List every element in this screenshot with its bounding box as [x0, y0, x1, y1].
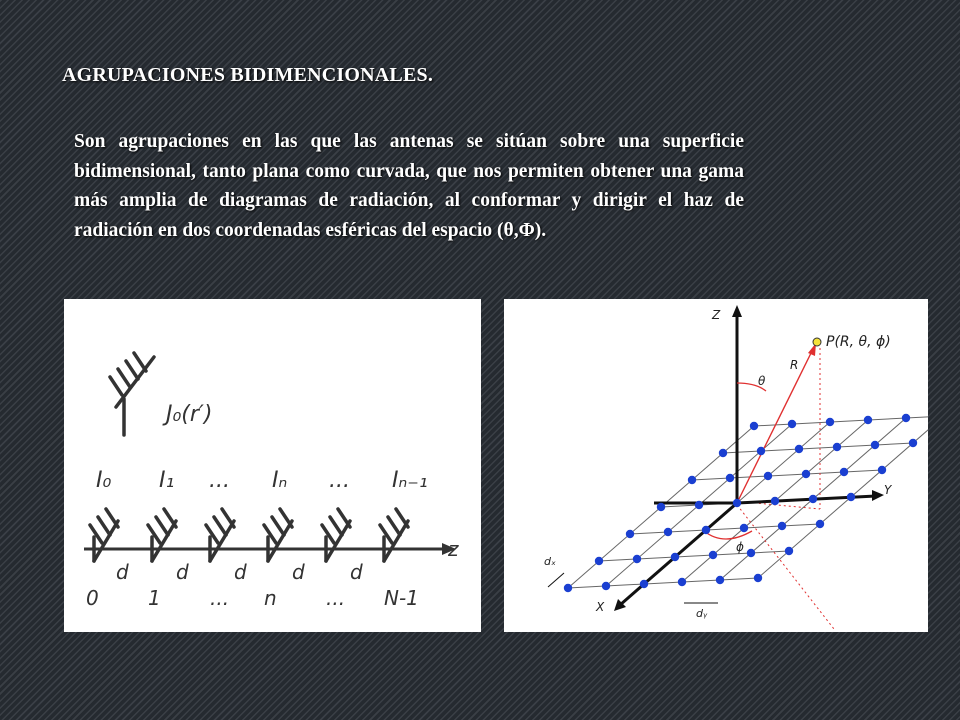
grid-line: [630, 524, 820, 534]
array-element-dot: [688, 476, 696, 484]
phi-label: ϕ: [736, 540, 744, 554]
slide-title: AGRUPACIONES BIDIMENCIONALES.: [62, 64, 434, 86]
array-element-dot: [802, 470, 810, 478]
x-axis-line: [620, 503, 737, 605]
z-axis-label: Z: [712, 308, 721, 322]
index-label-dots-a: ...: [210, 586, 230, 610]
z-axis-arrow-icon: [732, 305, 742, 317]
index-label-n: n: [264, 586, 277, 610]
array-antenna-icon: [322, 509, 350, 561]
spacing-label: d: [234, 560, 247, 584]
array-element-dot: [750, 422, 758, 430]
array-element-dot: [626, 530, 634, 538]
array-element-dot: [833, 443, 841, 451]
array-element-dot: [726, 474, 734, 482]
array-element-dot: [864, 416, 872, 424]
array-element-dot: [795, 445, 803, 453]
radius-vector-line: [737, 347, 814, 503]
array-antenna-icon: [264, 509, 292, 561]
grid-line: [599, 551, 789, 561]
spacing-label: d: [116, 560, 129, 584]
index-label-1: 1: [148, 586, 161, 610]
array-element-dot: [657, 503, 665, 511]
current-label-0: I₀: [96, 468, 112, 493]
radius-label: R: [790, 358, 799, 372]
dx-dimension-line: [548, 573, 564, 587]
y-axis-arrow-icon: [872, 490, 884, 501]
array-element-dot: [878, 466, 886, 474]
array-element-dot: [847, 493, 855, 501]
array-element-dot: [564, 584, 572, 592]
dy-label: dᵧ: [696, 607, 708, 620]
array-element-dot: [757, 447, 765, 455]
current-label-n: Iₙ: [272, 468, 288, 493]
current-label-last: Iₙ₋₁: [392, 468, 428, 493]
array-element-dot: [785, 547, 793, 555]
source-antenna-icon: [110, 353, 154, 435]
array-antenna-icon: [90, 509, 118, 561]
spacing-label: d: [350, 560, 363, 584]
array-element-dot: [595, 557, 603, 565]
array-element-dot: [640, 580, 648, 588]
array-element-dot: [602, 582, 610, 590]
array-element-dot: [826, 418, 834, 426]
phi-arc: [704, 531, 752, 539]
array-element-dot: [740, 524, 748, 532]
point-p-marker: [813, 338, 821, 346]
array-element-dot: [788, 420, 796, 428]
current-label-1: I₁: [159, 468, 175, 493]
spacing-label: d: [176, 560, 189, 584]
planar-array-figure: [504, 299, 928, 632]
array-element-dot: [809, 495, 817, 503]
grid-line: [692, 470, 882, 480]
array-element-dot: [754, 574, 762, 582]
index-label-0: 0: [86, 586, 99, 610]
y-axis-label: Y: [884, 483, 892, 497]
current-label-dots-b: ...: [329, 468, 350, 493]
array-element-dot: [909, 439, 917, 447]
array-element-dot: [764, 472, 772, 480]
z-axis-label: z: [448, 537, 459, 561]
array-element-dot: [695, 501, 703, 509]
array-element-dot: [702, 526, 710, 534]
array-element-dot: [716, 576, 724, 584]
array-element-dot: [709, 551, 717, 559]
array-element-dot: [771, 497, 779, 505]
point-p-label: P(R, θ, ϕ): [826, 334, 891, 350]
dx-label: dₓ: [544, 555, 556, 568]
index-label-last: N-1: [384, 586, 419, 610]
array-antenna-icon: [206, 509, 234, 561]
array-element-dot: [816, 520, 824, 528]
array-element-dot: [840, 468, 848, 476]
array-antenna-icon: [380, 509, 408, 561]
array-element-dot: [902, 414, 910, 422]
array-element-dot: [633, 555, 641, 563]
array-element-dot: [871, 441, 879, 449]
body-paragraph: Son agrupaciones en las que las antenas se sitúan sobre una superficie bidimensional, tanto plana como curvada, que nos permiten obtener una gama más amplia de diagramas de radiación, al conformar y dirigir el haz de radiación en dos coordenadas esféricas del espacio (θ,Φ).: [74, 131, 744, 241]
current-label-dots-a: ...: [209, 468, 230, 493]
array-element-dot: [719, 449, 727, 457]
grid-line: [723, 443, 913, 453]
index-label-dots-b: ...: [326, 586, 346, 610]
linear-array-figure: [64, 299, 481, 632]
array-element-dot: [678, 578, 686, 586]
array-element-dot: [733, 499, 741, 507]
array-element-dot: [747, 549, 755, 557]
source-current-label: J₀(r′): [166, 402, 213, 427]
grid-line: [568, 578, 758, 588]
array-element-dot: [664, 528, 672, 536]
x-axis-label: X: [596, 600, 605, 614]
array-antenna-icon: [148, 509, 176, 561]
array-element-dot: [671, 553, 679, 561]
theta-label: θ: [758, 374, 766, 388]
array-element-dot: [778, 522, 786, 530]
spacing-label: d: [292, 560, 305, 584]
